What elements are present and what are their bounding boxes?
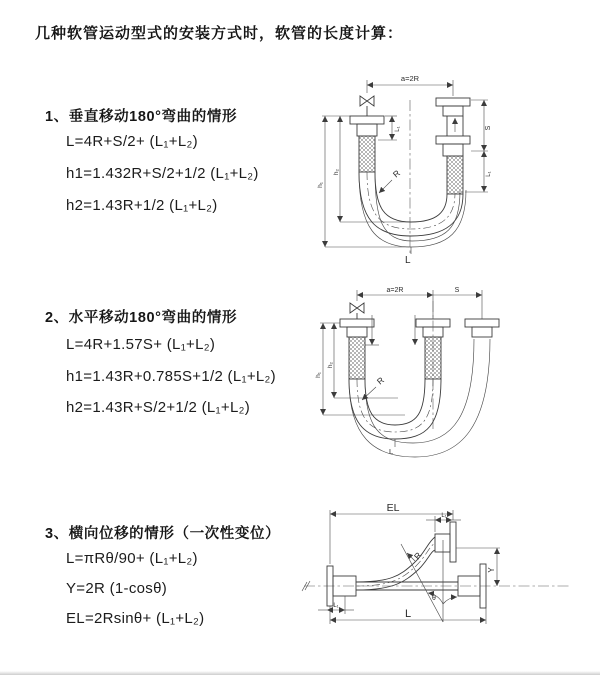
diagram-horizontal-180-bend [303, 281, 585, 467]
d1-label-h1: h₁ [317, 182, 324, 188]
d1-label-l: L [405, 255, 411, 266]
section-2-formula-h2: h2=1.43R+S/2+1/2 (L₁+L₂) [66, 399, 251, 416]
d3-label-y: Y [487, 567, 496, 573]
d2-dimensions [315, 287, 482, 415]
valve-icon [350, 303, 364, 313]
d1-label-h2: h₂ [333, 168, 340, 176]
d1-right-fitting [436, 98, 470, 194]
d1-label-l1-right: L₁ [486, 171, 492, 177]
d1-r-leader [379, 180, 392, 193]
section-1-formula-L: L=4R+S/2+ (L₁+L₂) [66, 133, 198, 150]
valve-icon [360, 96, 374, 106]
d1-label-a2r: a=2R [400, 74, 420, 83]
scan-edge-artifact [0, 671, 600, 675]
d2-label-r: R [374, 374, 386, 387]
d3-label-r: R [411, 550, 424, 562]
d2-left-fitting [340, 319, 374, 379]
page-title: 几种软管运动型式的安装方式时，软管的长度计算： [35, 25, 404, 42]
d2-label-h1: h₁ [315, 372, 322, 378]
d3-label-el: EL [386, 502, 400, 514]
section-1-formula-h2: h2=1.43R+1/2 (L₁+L₂) [66, 197, 218, 214]
d2-label-h2: h₂ [327, 361, 334, 369]
section-3-formula-EL: EL=2Rsinθ+ (L₁+L₂) [66, 610, 205, 627]
section-3-formula-Y: Y=2R (1-cosθ) [66, 580, 168, 597]
d3-dimensions [318, 502, 500, 624]
d3-label-l1-bottom: L₁ [333, 603, 339, 609]
diagram-vertical-180-bend [312, 70, 574, 268]
d1-dimensions [317, 74, 492, 247]
section-2-formula-L: L=4R+1.57S+ (L₁+L₂) [66, 336, 216, 353]
d1-label-l1-left: L₁ [395, 126, 401, 132]
diagram-lateral-displacement [298, 498, 598, 662]
d2-label-s: S [454, 287, 460, 294]
d1-left-fitting [350, 116, 384, 172]
section-3-formula-L: L=πRθ/90+ (L₁+L₂) [66, 550, 198, 567]
d1-label-r: R [390, 167, 402, 180]
d2-right-fitting [465, 319, 499, 337]
d3-curved-hose [356, 522, 456, 590]
d3-label-l1-top: L₁ [441, 513, 447, 519]
d2-label-a2r: a=2R [386, 287, 404, 294]
section-2-heading: 2、水平移动180°弯曲的情形 [45, 310, 238, 326]
section-3-heading: 3、横向位移的情形（一次性变位） [45, 526, 281, 542]
d3-label-theta: θ [432, 595, 436, 602]
section-1-formula-h1: h1=1.432R+S/2+1/2 (L₁+L₂) [66, 165, 259, 182]
section-2-formula-h1: h1=1.43R+0.785S+1/2 (L₁+L₂) [66, 368, 276, 385]
d1-label-s: S [485, 125, 492, 131]
d3-label-l: L [404, 608, 412, 620]
section-1-heading: 1、垂直移动180°弯曲的情形 [45, 109, 238, 125]
d2-label-l: L [389, 447, 394, 456]
